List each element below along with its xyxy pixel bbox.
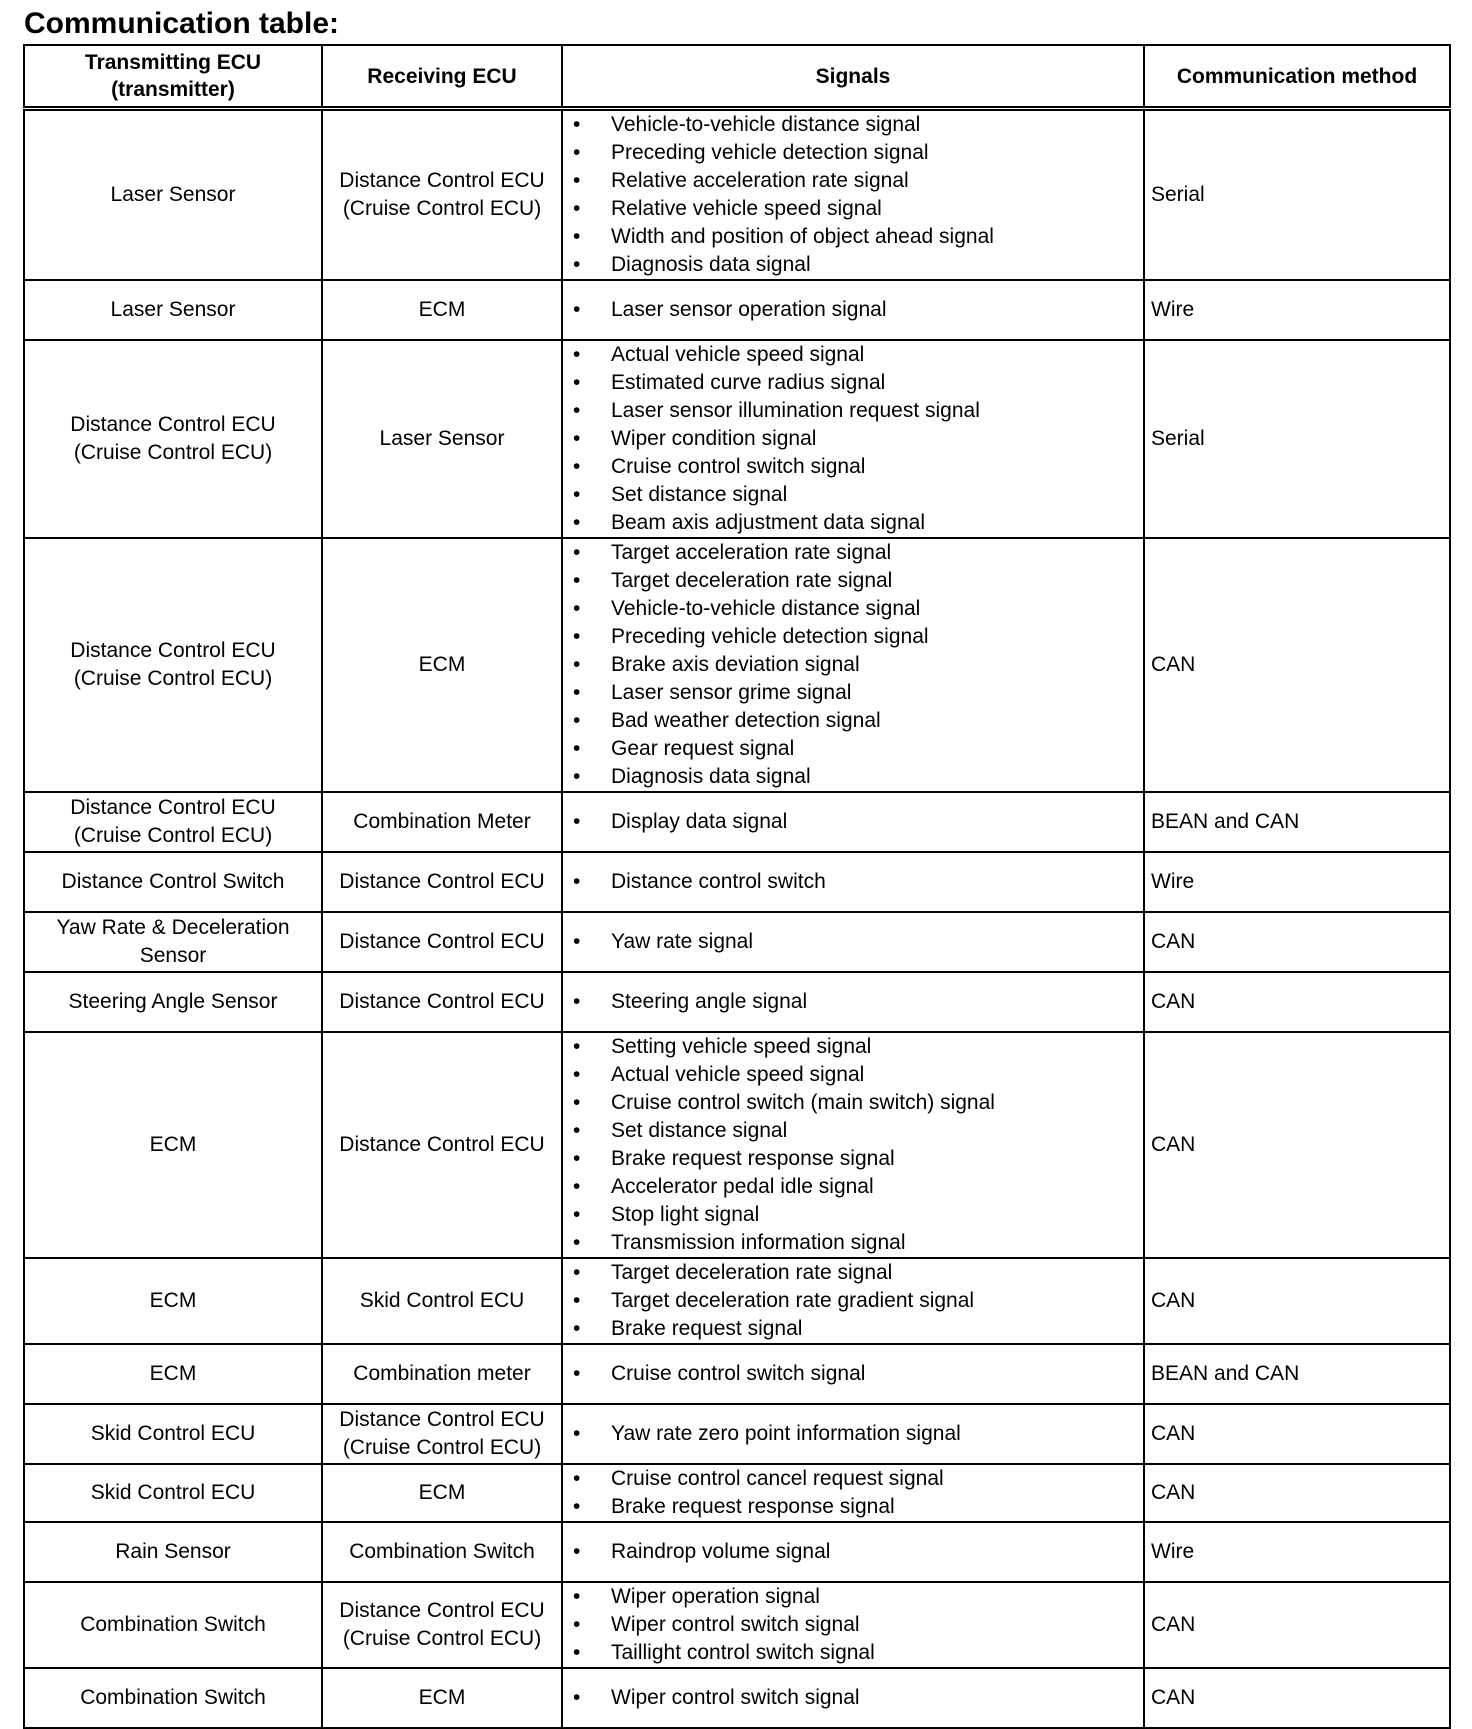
receiving-ecu-cell — [322, 1668, 562, 1728]
transmitting-ecu-cell — [24, 1258, 322, 1344]
transmitting-ecu-text: Laser Sensor — [110, 298, 236, 321]
transmitting-ecu-cell — [24, 1344, 322, 1404]
receiving-ecu-cell — [322, 1522, 562, 1582]
communication-method-cell: CAN — [1144, 538, 1450, 792]
communication-method-cell: BEAN and CAN — [1144, 1344, 1450, 1404]
communication-method-cell: Serial — [1144, 340, 1450, 538]
signals-cell — [562, 1404, 1144, 1464]
communication-method-cell: Serial — [1144, 109, 1450, 281]
communication-method-cell: Wire — [1144, 852, 1450, 912]
signal-item: • Actual vehicle speed signal — [569, 1061, 1137, 1089]
page-title: Communication table: — [24, 7, 340, 40]
signal-list — [569, 539, 1137, 791]
receiving-ecu-text: ECM — [418, 298, 466, 321]
receiving-ecu-cell — [322, 538, 562, 792]
table-row — [24, 1032, 1450, 1258]
transmitting-ecu-text: Distance Control ECU — [70, 796, 276, 819]
signal-item: • Yaw rate zero point information signal — [569, 1420, 1137, 1448]
signals-cell — [562, 912, 1144, 972]
transmitting-ecu-text: Combination Switch — [80, 1613, 266, 1636]
receiving-ecu-text: Combination Meter — [353, 810, 531, 833]
receiving-ecu-text: Skid Control ECU — [359, 1289, 525, 1312]
receiving-ecu-text: Distance Control ECU — [339, 870, 545, 893]
receiving-ecu-cell — [322, 792, 562, 852]
communication-method-cell: CAN — [1144, 1668, 1450, 1728]
transmitting-ecu-cell — [24, 1032, 322, 1258]
receiving-ecu-cell — [322, 109, 562, 281]
table-row — [24, 340, 1450, 538]
signal-item: • Target deceleration rate gradient signal — [569, 1287, 1137, 1315]
transmitting-ecu-text: Laser Sensor — [110, 183, 236, 206]
receiving-ecu-text: Distance Control ECU — [339, 1133, 545, 1156]
receiving-ecu-cell — [322, 1404, 562, 1464]
communication-method-cell: BEAN and CAN — [1144, 792, 1450, 852]
receiving-ecu-text: (Cruise Control ECU) — [342, 197, 542, 220]
signal-item: • Bad weather detection signal — [569, 707, 1137, 735]
transmitting-ecu-text: Distance Control ECU — [70, 639, 276, 662]
transmitting-ecu-cell — [24, 1464, 322, 1522]
transmitting-ecu-text: (Cruise Control ECU) — [73, 441, 273, 464]
signals-cell — [562, 1668, 1144, 1728]
receiving-ecu-text: Laser Sensor — [379, 427, 505, 450]
signal-item: • Accelerator pedal idle signal — [569, 1173, 1137, 1201]
signal-item: • Relative acceleration rate signal — [569, 167, 1137, 195]
table-row — [24, 852, 1450, 912]
transmitting-ecu-text: Distance Control ECU — [70, 413, 276, 436]
signal-item: • Gear request signal — [569, 735, 1137, 763]
signal-list — [569, 1360, 1137, 1388]
signal-item: • Preceding vehicle detection signal — [569, 623, 1137, 651]
receiving-ecu-text: Distance Control ECU — [339, 169, 545, 192]
signal-item: • Diagnosis data signal — [569, 251, 1137, 279]
receiving-ecu-text: (Cruise Control ECU) — [342, 1627, 542, 1650]
signals-cell — [562, 538, 1144, 792]
receiving-ecu-text: Combination meter — [353, 1362, 531, 1385]
signal-item: • Preceding vehicle detection signal — [569, 139, 1137, 167]
signal-list — [569, 1684, 1137, 1712]
signal-list — [569, 1420, 1137, 1448]
transmitting-ecu-text: Combination Switch — [80, 1686, 266, 1709]
transmitting-ecu-cell — [24, 1582, 322, 1668]
signal-item: • Laser sensor grime signal — [569, 679, 1137, 707]
transmitting-ecu-cell — [24, 792, 322, 852]
transmitting-ecu-text: Rain Sensor — [115, 1540, 231, 1563]
signal-list — [569, 111, 1137, 279]
transmitting-ecu-text: (Cruise Control ECU) — [73, 824, 273, 847]
transmitting-ecu-cell — [24, 340, 322, 538]
signals-cell — [562, 792, 1144, 852]
signal-list — [569, 928, 1137, 956]
receiving-ecu-cell — [322, 1258, 562, 1344]
table-row — [24, 1582, 1450, 1668]
signal-item: • Laser sensor operation signal — [569, 296, 1137, 324]
signal-item: • Stop light signal — [569, 1201, 1137, 1229]
communication-method-cell: CAN — [1144, 1032, 1450, 1258]
table-row — [24, 109, 1450, 281]
receiving-ecu-text: Combination Switch — [349, 1540, 535, 1563]
transmitting-ecu-text: Steering Angle Sensor — [68, 990, 278, 1013]
signal-item: • Actual vehicle speed signal — [569, 341, 1137, 369]
table-row — [24, 538, 1450, 792]
signal-item: • Cruise control switch signal — [569, 1360, 1137, 1388]
signal-item: • Wiper control switch signal — [569, 1611, 1137, 1639]
receiving-ecu-cell — [322, 340, 562, 538]
communication-method-cell: CAN — [1144, 1582, 1450, 1668]
signal-item: • Cruise control cancel request signal — [569, 1465, 1137, 1493]
signal-item: • Display data signal — [569, 808, 1137, 836]
signal-list — [569, 988, 1137, 1016]
header-transmitting-line1: Transmitting ECU — [84, 51, 262, 74]
transmitting-ecu-text: Yaw Rate & Deceleration — [56, 916, 290, 939]
communication-table — [23, 44, 1451, 1729]
signal-item: • Transmission information signal — [569, 1229, 1137, 1257]
header-transmitting-line2: (transmitter) — [111, 78, 235, 101]
communication-method-cell: CAN — [1144, 972, 1450, 1032]
signal-item: • Estimated curve radius signal — [569, 369, 1137, 397]
transmitting-ecu-cell — [24, 1668, 322, 1728]
receiving-ecu-cell — [322, 1032, 562, 1258]
receiving-ecu-cell — [322, 1344, 562, 1404]
signals-cell — [562, 972, 1144, 1032]
signal-item: • Width and position of object ahead signal — [569, 223, 1137, 251]
communication-method-cell: CAN — [1144, 1464, 1450, 1522]
signal-item: • Brake request signal — [569, 1315, 1137, 1343]
receiving-ecu-cell — [322, 280, 562, 340]
signal-item: • Target deceleration rate signal — [569, 567, 1137, 595]
table-row — [24, 1258, 1450, 1344]
signal-item: • Wiper condition signal — [569, 425, 1137, 453]
signal-item: • Vehicle-to-vehicle distance signal — [569, 111, 1137, 139]
signal-list — [569, 296, 1137, 324]
signal-list — [569, 808, 1137, 836]
communication-method-cell: CAN — [1144, 1404, 1450, 1464]
table-header-row — [24, 45, 1450, 109]
signal-item: • Target acceleration rate signal — [569, 539, 1137, 567]
signal-item: • Vehicle-to-vehicle distance signal — [569, 595, 1137, 623]
receiving-ecu-cell — [322, 972, 562, 1032]
transmitting-ecu-text: ECM — [149, 1289, 197, 1312]
signal-item: • Target deceleration rate signal — [569, 1259, 1137, 1287]
signal-item: • Wiper control switch signal — [569, 1684, 1137, 1712]
communication-method-cell: CAN — [1144, 912, 1450, 972]
signals-cell — [562, 1522, 1144, 1582]
signal-list — [569, 1033, 1137, 1257]
table-row — [24, 1522, 1450, 1582]
signal-item: • Wiper operation signal — [569, 1583, 1137, 1611]
receiving-ecu-text: Distance Control ECU — [339, 990, 545, 1013]
header-signals: Signals — [562, 45, 1144, 109]
receiving-ecu-cell — [322, 912, 562, 972]
signal-item: • Laser sensor illumination request signal — [569, 397, 1137, 425]
transmitting-ecu-text: Skid Control ECU — [90, 1481, 256, 1504]
transmitting-ecu-text: Distance Control Switch — [61, 870, 285, 893]
signal-item: • Set distance signal — [569, 1117, 1137, 1145]
signals-cell — [562, 1032, 1144, 1258]
signal-list — [569, 1465, 1137, 1521]
table-row — [24, 1344, 1450, 1404]
communication-method-cell: Wire — [1144, 280, 1450, 340]
signals-cell — [562, 1582, 1144, 1668]
receiving-ecu-text: Distance Control ECU — [339, 1599, 545, 1622]
signal-item: • Relative vehicle speed signal — [569, 195, 1137, 223]
receiving-ecu-cell — [322, 1464, 562, 1522]
signal-item: • Distance control switch — [569, 868, 1137, 896]
receiving-ecu-text: ECM — [418, 1481, 466, 1504]
transmitting-ecu-cell — [24, 538, 322, 792]
signal-list — [569, 868, 1137, 896]
receiving-ecu-cell — [322, 1582, 562, 1668]
table-row — [24, 972, 1450, 1032]
table-row — [24, 792, 1450, 852]
signal-item: • Setting vehicle speed signal — [569, 1033, 1137, 1061]
signals-cell — [562, 1464, 1144, 1522]
signal-item: • Set distance signal — [569, 481, 1137, 509]
signal-item: • Yaw rate signal — [569, 928, 1137, 956]
receiving-ecu-text: ECM — [418, 1686, 466, 1709]
signal-item: • Brake axis deviation signal — [569, 651, 1137, 679]
header-receiving-ecu: Receiving ECU — [322, 45, 562, 109]
signal-list — [569, 1259, 1137, 1343]
signals-cell — [562, 109, 1144, 281]
signals-cell — [562, 1258, 1144, 1344]
header-communication-method: Communication method — [1144, 45, 1450, 109]
transmitting-ecu-cell — [24, 972, 322, 1032]
table-row — [24, 1464, 1450, 1522]
signals-cell — [562, 852, 1144, 912]
table-row — [24, 912, 1450, 972]
transmitting-ecu-cell — [24, 1522, 322, 1582]
table-body — [24, 109, 1450, 1729]
receiving-ecu-text: ECM — [418, 653, 466, 676]
signal-item: • Beam axis adjustment data signal — [569, 509, 1137, 537]
signals-cell — [562, 1344, 1144, 1404]
transmitting-ecu-text: ECM — [149, 1133, 197, 1156]
transmitting-ecu-cell — [24, 912, 322, 972]
signal-item: • Raindrop volume signal — [569, 1538, 1137, 1566]
signal-item: • Brake request response signal — [569, 1145, 1137, 1173]
receiving-ecu-cell — [322, 852, 562, 912]
signal-item: • Diagnosis data signal — [569, 763, 1137, 791]
transmitting-ecu-text: Skid Control ECU — [90, 1422, 256, 1445]
receiving-ecu-text: Distance Control ECU — [339, 930, 545, 953]
communication-method-cell: Wire — [1144, 1522, 1450, 1582]
transmitting-ecu-text: ECM — [149, 1362, 197, 1385]
transmitting-ecu-text: Sensor — [139, 944, 207, 967]
transmitting-ecu-cell — [24, 1404, 322, 1464]
header-transmitting-ecu — [24, 45, 322, 109]
signals-cell — [562, 280, 1144, 340]
receiving-ecu-text: Distance Control ECU — [339, 1408, 545, 1431]
table-row — [24, 1404, 1450, 1464]
signal-item: • Steering angle signal — [569, 988, 1137, 1016]
transmitting-ecu-cell — [24, 280, 322, 340]
signal-list — [569, 1538, 1137, 1566]
signal-item: • Cruise control switch (main switch) signal — [569, 1089, 1137, 1117]
table-row — [24, 280, 1450, 340]
communication-method-cell: CAN — [1144, 1258, 1450, 1344]
table-row — [24, 1668, 1450, 1728]
signal-item: • Taillight control switch signal — [569, 1639, 1137, 1667]
transmitting-ecu-text: (Cruise Control ECU) — [73, 667, 273, 690]
signal-list — [569, 1583, 1137, 1667]
receiving-ecu-text: (Cruise Control ECU) — [342, 1436, 542, 1459]
signal-item: • Brake request response signal — [569, 1493, 1137, 1521]
signal-list — [569, 341, 1137, 537]
signal-item: • Cruise control switch signal — [569, 453, 1137, 481]
signals-cell — [562, 340, 1144, 538]
transmitting-ecu-cell — [24, 109, 322, 281]
transmitting-ecu-cell — [24, 852, 322, 912]
